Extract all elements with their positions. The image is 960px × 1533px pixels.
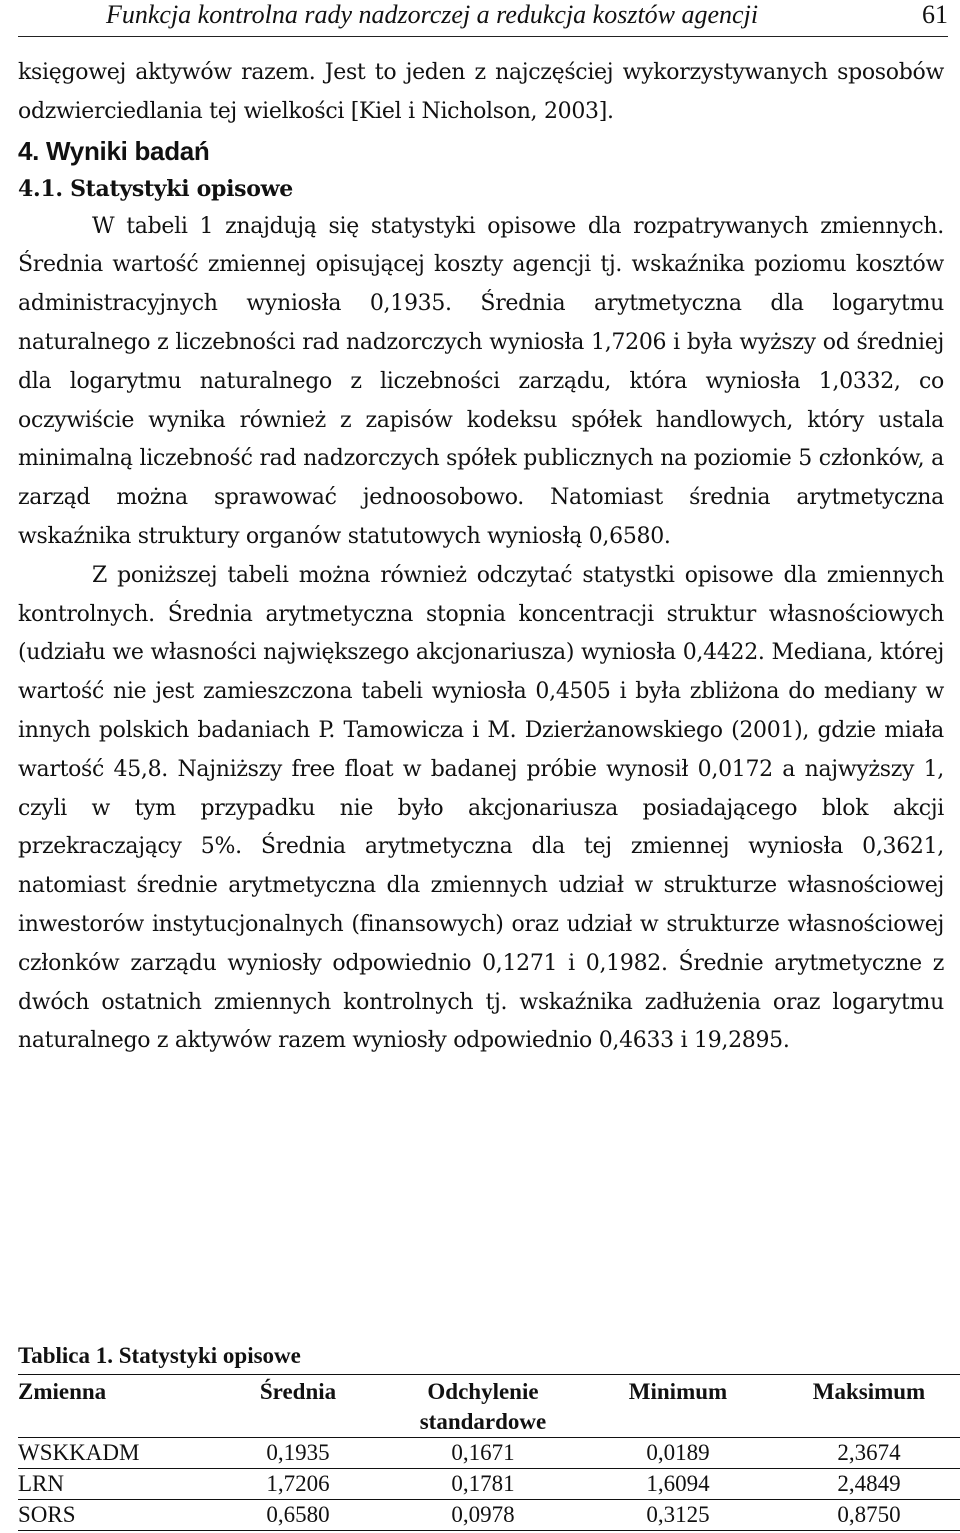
- table-cell: 0,1935: [208, 1438, 388, 1469]
- table-cell: 1,6094: [578, 1469, 778, 1500]
- table-header-cell: Minimum: [578, 1375, 778, 1438]
- table-header-cell: Maksimum: [778, 1375, 960, 1438]
- table-cell: 0,0189: [578, 1438, 778, 1469]
- table-header-row: [18, 1375, 960, 1438]
- table-cell: 2,4849: [778, 1469, 960, 1500]
- table-header-cell: Zmienna: [18, 1375, 208, 1438]
- table-cell: 1,7206: [208, 1469, 388, 1500]
- body-text: [18, 54, 944, 1061]
- statistics-table: [18, 1374, 960, 1531]
- table-cell: 0,6580: [208, 1500, 388, 1531]
- table-cell: 0,1671: [388, 1438, 578, 1469]
- table-row: [18, 1438, 960, 1469]
- table-row: [18, 1500, 960, 1531]
- table-cell-variable: SORS: [18, 1500, 208, 1531]
- table-row: [18, 1469, 960, 1500]
- table-cell: 0,1781: [388, 1469, 578, 1500]
- running-title: Funkcja kontrolna rady nadzorczej a redukcja kosztów agencji: [106, 0, 759, 29]
- table-cell: 0,3125: [578, 1500, 778, 1531]
- table-cell-variable: LRN: [18, 1469, 208, 1500]
- table-header-cell: Średnia: [208, 1375, 388, 1438]
- paragraph-statistics: W tabeli 1 znajdują się statystyki opisowe dla rozpatrywanych zmiennych. Średnia wartość zmiennej opisującej koszty agencji tj. wskaźnika poziomu kosztów administracyjnych wyniosła 0,1935. Średnia arytmetyczna dla logarytmu naturalnego z liczebności rad nadzorczych wyniosła 1,7206 i była wyższy od średniej dla logarytmu naturalnego z liczebności zarządu, która wyniosła 1,0332, co oczywiście wynika również z zapisów kodeksu spółek handlowych, który ustala minimalną liczebność rad nadzorczych spółek publicznych na poziomie 5 członków, a zarząd można sprawować jednoosobowo. Natomiast średnia arytmetyczna wskaźnika struktury organów statutowych wyniosłą 0,6580.: [18, 213, 944, 549]
- table-cell-variable: WSKKADM: [18, 1438, 208, 1469]
- section-heading: 4. Wyniki badań: [18, 135, 210, 166]
- table-header-cell: Odchylenie standardowe: [388, 1375, 578, 1438]
- paragraph-continuation: księgowej aktywów razem. Jest to jeden z najczęściej wykorzystywanych sposobów odzwierciedlania tej wielkości [Kiel i Nicholson, 2003].: [18, 60, 944, 124]
- paragraph-control-variables: Z poniższej tabeli można również odczytać statystki opisowe dla zmiennych kontrolnych. Średnia arytmetyczna stopnia koncentracji struktur własnościowych (udziału we własności największego akcjonariusza) wyniosła 0,4422. Mediana, której wartość nie jest zamieszczona tabeli wyniosła 0,4505 i była zbliżona do mediany w innych polskich badaniach P. Tamowicza i M. Dzierżanowskiego (2001), gdzie miała wartość 45,8. Najniższy free float w badanej próbie wynosił 0,0172 a najwyższy 1, czyli w tym przypadku nie było akcjonariusza posiadającego blok akcji przekraczający 5%. Średnia arytmetyczna dla tej zmiennej wyniosła 0,3621, natomiast średnie arytmetyczna dla zmiennych udział w strukturze własnościowej inwestorów instytucjonalnych (finansowych) oraz udział w strukturze własnościowej członków zarządu wyniosły odpowiednio 0,1271 i 0,1982. Średnie arytmetyczne z dwóch ostatnich zmiennych kontrolnych tj. wskaźnika zadłużenia oraz logarytmu naturalnego z aktywów razem wyniosły odpowiednio 0,4633 i 19,2895.: [18, 562, 944, 1054]
- table-caption: Tablica 1. Statystyki opisowe: [18, 1343, 301, 1368]
- table-cell: 2,3674: [778, 1438, 960, 1469]
- table-cell: 0,8750: [778, 1500, 960, 1531]
- running-header: [18, 0, 948, 37]
- subsection-heading: 4.1. Statystyki opisowe: [18, 175, 293, 202]
- page-number: 61: [922, 0, 948, 29]
- table-cell: 0,0978: [388, 1500, 578, 1531]
